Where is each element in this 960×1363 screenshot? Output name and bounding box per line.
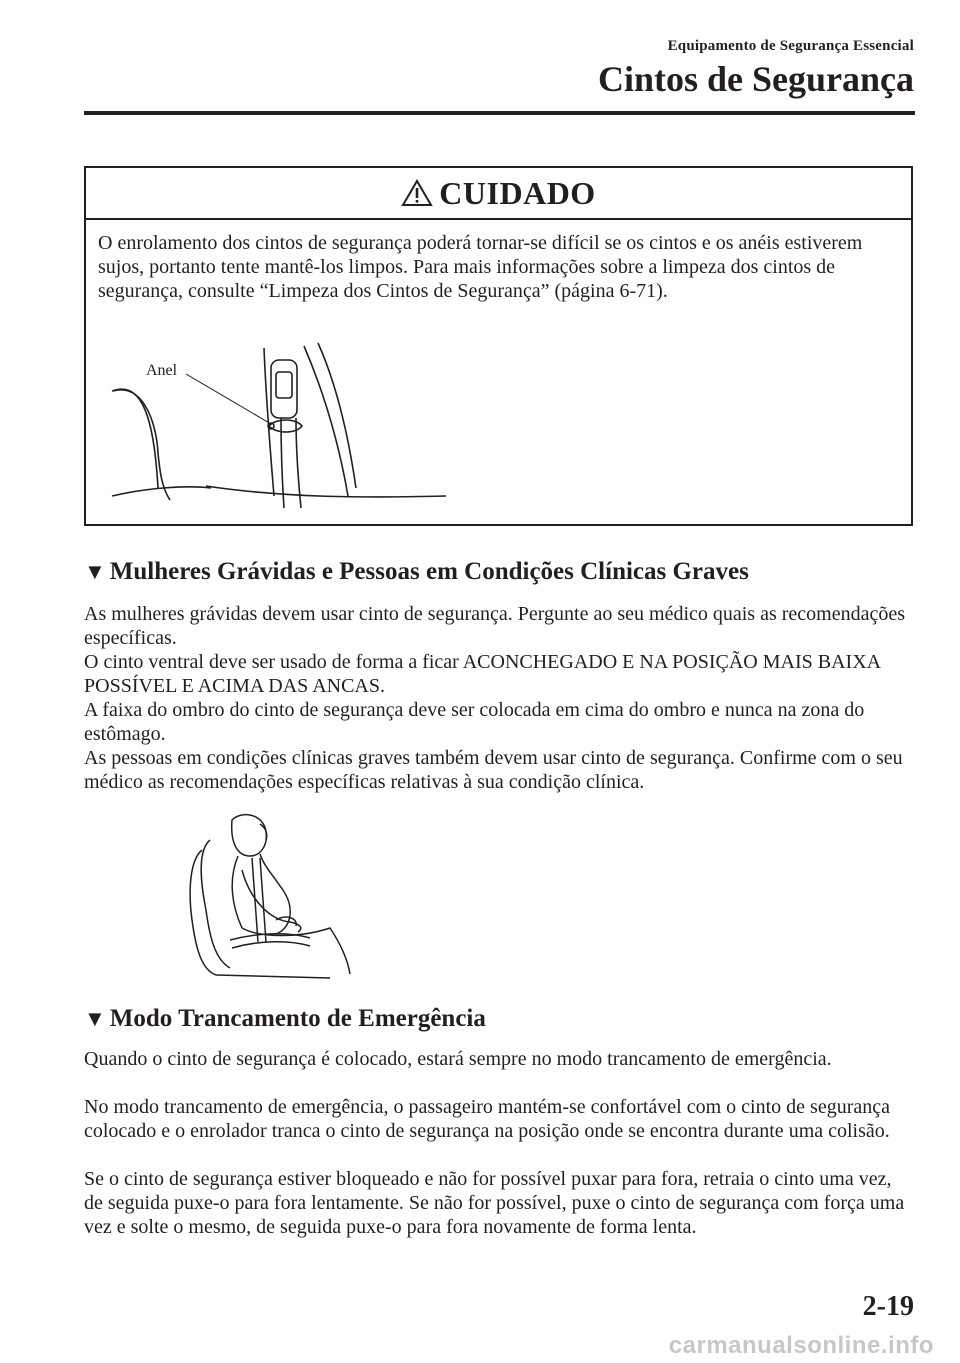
emergency-paragraph-2: No modo trancamento de emergência, o passageiro mantém-se confortável com o cinto de segurança colocado e o enrolador tranca o cinto de segurança na posição onde se encontra durante uma colisão. [84,1096,890,1142]
page-number: 2-19 [862,1291,914,1322]
emergency-paragraph-3: Se o cinto de segurança estiver bloqueado e não for possível puxar para fora, retraia o cinto uma vez, de seguida puxe-o para fora lentamente. Se não for possível, puxe o cinto de segurança com força uma vez e solte o mesmo, de seguida puxe-o para fora novamente de forma lenta. [84,1168,905,1238]
pregnant-paragraph-2: O cinto ventral deve ser usado de forma a ficar ACONCHEGADO E NA POSIÇÃO MAIS BAIXA POSSÍVEL E ACIMA DAS ANCAS. [84,651,880,697]
caution-box [84,166,913,526]
heading-pregnant [84,558,749,586]
caution-text: O enrolamento dos cintos de segurança poderá tornar-se difícil se os cintos e os anéis estiverem sujos, portanto tente mantê-los limpos. Para mais informações sobre a limpeza dos cintos de segurança, consulte “Limpeza dos Cintos de Segurança” (página 6-71). [98,232,863,302]
watermark: carmanualsonline.info [668,1332,934,1359]
heading-emergency-text: Modo Trancamento de Emergência [109,1005,486,1032]
seatbelt-ring-figure [86,338,912,526]
pregnant-paragraph-1: As mulheres grávidas devem usar cinto de segurança. Pergunte ao seu médico quais as recomendações específicas. [84,603,906,649]
pregnant-paragraph-4: As pessoas em condições clínicas graves também devem usar cinto de segurança. Confirme com o seu médico as recomendações específicas relativas à sua condição clínica. [84,747,903,793]
warning-triangle-icon [401,178,433,208]
section-label: Equipamento de Segurança Essencial [667,38,914,54]
caution-title: CUIDADO [439,174,596,211]
pregnant-woman-figure [180,810,360,980]
heading-pregnant-text: Mulheres Grávidas e Pessoas em Condições Clínicas Graves [109,558,749,585]
ring-label: Anel [146,362,178,379]
pregnant-paragraph-3: A faixa do ombro do cinto de segurança deve ser colocada em cima do ombro e nunca na zona do estômago. [84,699,865,745]
caution-header [86,168,911,220]
heading-emergency [84,1005,486,1033]
triangle-marker-icon: ▼ [84,559,106,584]
triangle-marker-icon: ▼ [84,1006,106,1031]
chapter-title: Cintos de Segurança [597,59,914,99]
emergency-paragraph-1: Quando o cinto de segurança é colocado, estará sempre no modo trancamento de emergência. [84,1048,832,1070]
header-rule [84,111,915,115]
